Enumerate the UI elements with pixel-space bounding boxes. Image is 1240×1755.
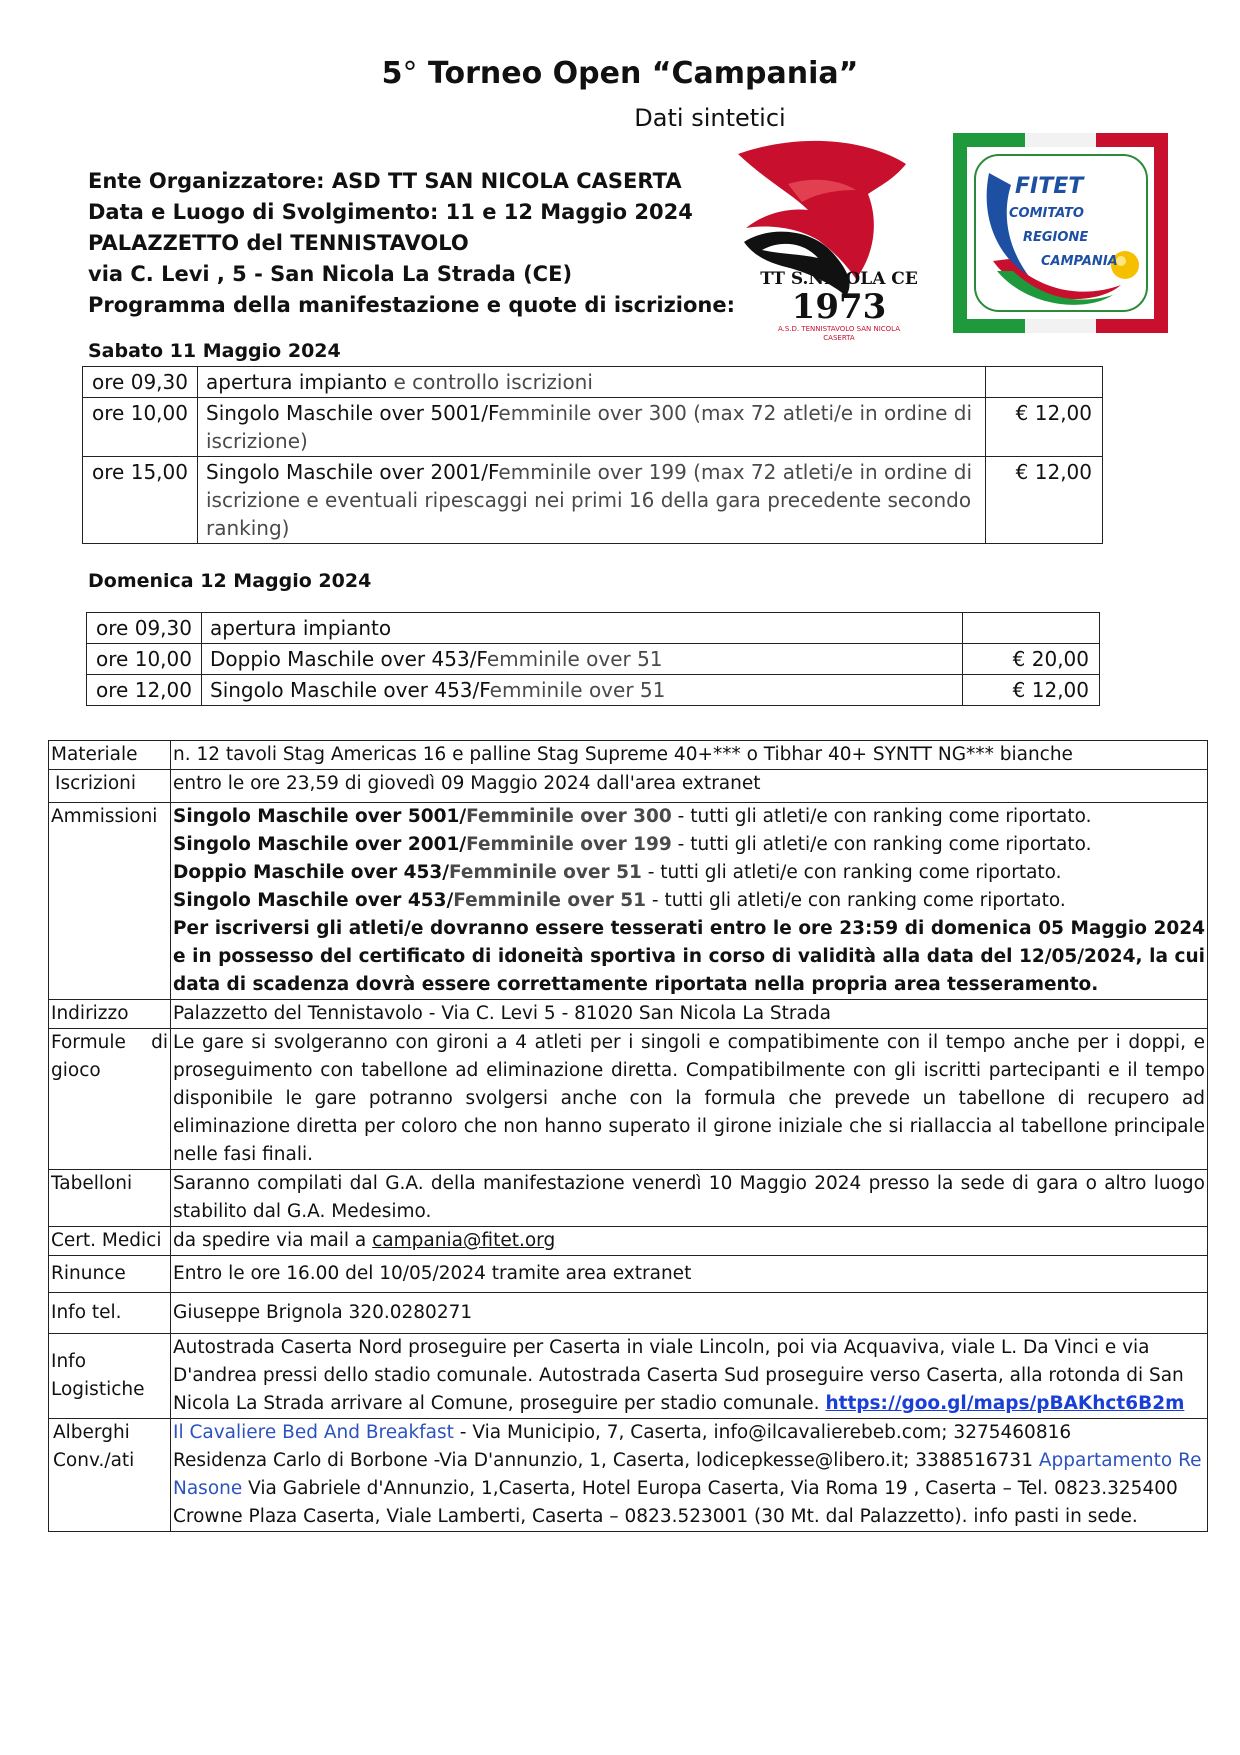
price-cell bbox=[963, 613, 1100, 644]
logistiche-value: Autostrada Caserta Nord proseguire per Caserta in viale Lincoln, poi via Acquaviva, viale L. Da Vinci e via D'andrea pressi dello stadio comunale. Autostrada Caserta Sud proseguire verso Caserta, alla rotonda di San Nicola La Strada arrivare al Comune, proseguire per stadio comunale. https://goo.gl/maps/pBAKhct6B2m bbox=[171, 1334, 1208, 1419]
time-cell: ore 09,30 bbox=[83, 367, 198, 398]
time-cell: ore 10,00 bbox=[83, 398, 198, 457]
time-cell: ore 10,00 bbox=[87, 644, 202, 675]
time-cell: ore 09,30 bbox=[87, 613, 202, 644]
fitet-logo-line3: CAMPANIA bbox=[1041, 254, 1118, 269]
event-cell: apertura impianto bbox=[202, 613, 963, 644]
page-title: 5° Torneo Open “Campania” bbox=[381, 56, 859, 91]
rinunce-label: Rinunce bbox=[49, 1256, 171, 1293]
tt-logo-sub: A.S.D. TENNISTAVOLO SAN NICOLA bbox=[777, 325, 901, 333]
alberghi-label: Alberghi Conv./ati bbox=[49, 1419, 171, 1532]
logistiche-label: Info Logistiche bbox=[49, 1334, 171, 1419]
maps-link[interactable]: https://goo.gl/maps/pBAKhct6B2m bbox=[825, 1393, 1185, 1414]
hotel-link-re-nasone[interactable]: Appartamento Re Nasone bbox=[173, 1450, 1202, 1499]
ammissioni-value bbox=[171, 803, 1208, 1000]
sunday-heading: Domenica 12 Maggio 2024 bbox=[88, 570, 372, 592]
table-row bbox=[49, 1170, 1208, 1227]
tt-logo-year: 1973 bbox=[791, 287, 887, 327]
table-row bbox=[49, 1419, 1208, 1532]
event-cell: Singolo Maschile over 453/Femminile over 51 bbox=[202, 675, 963, 706]
time-cell: ore 12,00 bbox=[87, 675, 202, 706]
price-cell bbox=[986, 367, 1103, 398]
ammissioni-line: Singolo Maschile over 5001/Femminile over 300 - tutti gli atleti/e con ranking come riportato. bbox=[173, 806, 1092, 827]
table-row bbox=[87, 675, 1100, 706]
program-line: Programma della manifestazione e quote di iscrizione: bbox=[88, 293, 736, 317]
rinunce-value: Entro le ore 16.00 del 10/05/2024 tramite area extranet bbox=[171, 1256, 1208, 1293]
venue-line: PALAZZETTO del TENNISTAVOLO bbox=[88, 231, 469, 255]
table-row bbox=[87, 613, 1100, 644]
ammissioni-note: Per iscriversi gli atleti/e dovranno essere tesserati entro le ore 23:59 di domenica 05 Maggio 2024 e in possesso del certificato di idoneità sportiva in corso di validità alla data del 12/05/2024, la cui data di scadenza dovrà essere correttamente riportata nella propria area tesseramento. bbox=[173, 918, 1205, 995]
table-row bbox=[49, 1334, 1208, 1419]
table-row bbox=[49, 1000, 1208, 1029]
tabelloni-value: Saranno compilati dal G.A. della manifestazione venerdì 10 Maggio 2024 presso la sede di gara o altro luogo stabilito dal G.A. Medesimo. bbox=[171, 1170, 1208, 1227]
table-row bbox=[49, 741, 1208, 770]
price-cell: € 12,00 bbox=[963, 675, 1100, 706]
table-row bbox=[87, 644, 1100, 675]
table-row bbox=[83, 367, 1103, 398]
ammissioni-line: Doppio Maschile over 453/Femminile over 51 - tutti gli atleti/e con ranking come riportato. bbox=[173, 862, 1062, 883]
ammissioni-line: Singolo Maschile over 2001/Femminile over 199 - tutti gli atleti/e con ranking come riportato. bbox=[173, 834, 1092, 855]
tabelloni-label: Tabelloni bbox=[49, 1170, 171, 1227]
event-cell: apertura impianto e controllo iscrizioni bbox=[198, 367, 986, 398]
ammissioni-line: Singolo Maschile over 453/Femminile over 51 - tutti gli atleti/e con ranking come riportato. bbox=[173, 890, 1066, 911]
saturday-schedule bbox=[82, 366, 1103, 544]
event-cell: Singolo Maschile over 5001/Femminile over 300 (max 72 atleti/e in ordine di iscrizione) bbox=[198, 398, 986, 457]
address-line: via C. Levi , 5 - San Nicola La Strada (CE) bbox=[88, 262, 573, 286]
sunday-schedule bbox=[86, 612, 1100, 706]
materiale-value: n. 12 tavoli Stag Americas 16 e palline Stag Supreme 40+*** o Tibhar 40+ SYNTT NG*** bianche bbox=[171, 741, 1208, 770]
tt-logo-city: CASERTA bbox=[823, 334, 855, 342]
cert-label: Cert. Medici bbox=[49, 1227, 171, 1256]
materiale-label: Materiale bbox=[49, 741, 171, 770]
time-cell: ore 15,00 bbox=[83, 457, 198, 544]
price-cell: € 20,00 bbox=[963, 644, 1100, 675]
table-row bbox=[49, 1029, 1208, 1170]
price-cell: € 12,00 bbox=[986, 398, 1103, 457]
hotel-link-cavaliere[interactable]: Il Cavaliere Bed And Breakfast bbox=[173, 1422, 454, 1443]
fitet-logo-line2: REGIONE bbox=[1023, 230, 1089, 245]
formule-value: Le gare si svolgeranno con gironi a 4 atleti per i singoli e compatibimente con il tempo anche per i doppi, e proseguimento con tabellone ad eliminazione diretta. Compatibilmente con gli iscritti partecipanti e il tempo disponibile le gare potranno svolgersi anche con la formula che prevede un tabellone di recupero ad eliminazione diretta per coloro che non hanno superato il girone iniziale che si riallaccia al tabellone principale nelle fasi finali. bbox=[171, 1029, 1208, 1170]
infotel-label: Info tel. bbox=[49, 1293, 171, 1334]
info-table bbox=[48, 740, 1208, 1532]
table-row bbox=[49, 1293, 1208, 1334]
iscrizioni-label: Iscrizioni bbox=[49, 770, 171, 803]
indirizzo-label: Indirizzo bbox=[49, 1000, 171, 1029]
ammissioni-label: Ammissioni bbox=[49, 803, 171, 1000]
cert-email-link[interactable]: campania@fitet.org bbox=[372, 1230, 556, 1251]
price-cell: € 12,00 bbox=[986, 457, 1103, 544]
cert-value: da spedire via mail a campania@fitet.org bbox=[171, 1227, 1208, 1256]
table-row bbox=[49, 770, 1208, 803]
table-row bbox=[83, 457, 1103, 544]
table-row bbox=[83, 398, 1103, 457]
iscrizioni-value: entro le ore 23,59 di giovedì 09 Maggio 2024 dall'area extranet bbox=[171, 770, 1208, 803]
alberghi-value: Il Cavaliere Bed And Breakfast - Via Municipio, 7, Caserta, info@ilcavalierebeb.com; 3275460816 Residenza Carlo di Borbone -Via D'annunzio, 1, Caserta, lodicepkesse@libero.it; 3388516731 Appartamento Re Nasone Via Gabriele d'Annunzio, 1,Caserta, Hotel Europa Caserta, Via Roma 19 , Caserta – Tel. 0823.325400 Crowne Plaza Caserta, Viale Lamberti, Caserta – 0823.523001 (30 Mt. dal Palazzetto). info pasti in sede. bbox=[171, 1419, 1208, 1532]
event-cell: Doppio Maschile over 453/Femminile over 51 bbox=[202, 644, 963, 675]
fitet-logo-name: FITET bbox=[1015, 174, 1084, 199]
date-line: Data e Luogo di Svolgimento: 11 e 12 Maggio 2024 bbox=[88, 200, 693, 224]
page-subtitle: Dati sintetici bbox=[634, 104, 786, 132]
fitet-logo-line1: COMITATO bbox=[1009, 206, 1084, 221]
saturday-heading: Sabato 11 Maggio 2024 bbox=[88, 340, 341, 362]
indirizzo-value: Palazzetto del Tennistavolo - Via C. Levi 5 - 81020 San Nicola La Strada bbox=[171, 1000, 1208, 1029]
fitet-logo bbox=[953, 133, 1168, 333]
organizer-line: Ente Organizzatore: ASD TT SAN NICOLA CASERTA bbox=[88, 169, 682, 193]
table-row bbox=[49, 1227, 1208, 1256]
table-row bbox=[49, 803, 1208, 1000]
tt-san-nicola-logo bbox=[728, 124, 950, 344]
infotel-value: Giuseppe Brignola 320.0280271 bbox=[171, 1293, 1208, 1334]
tt-logo-name: TT S.NICOLA CE bbox=[760, 269, 918, 289]
event-cell: Singolo Maschile over 2001/Femminile over 199 (max 72 atleti/e in ordine di iscrizione e eventuali ripescaggi nei primi 16 della gara precedente secondo ranking) bbox=[198, 457, 986, 544]
formule-label: Formule di gioco bbox=[49, 1029, 171, 1170]
table-row bbox=[49, 1256, 1208, 1293]
